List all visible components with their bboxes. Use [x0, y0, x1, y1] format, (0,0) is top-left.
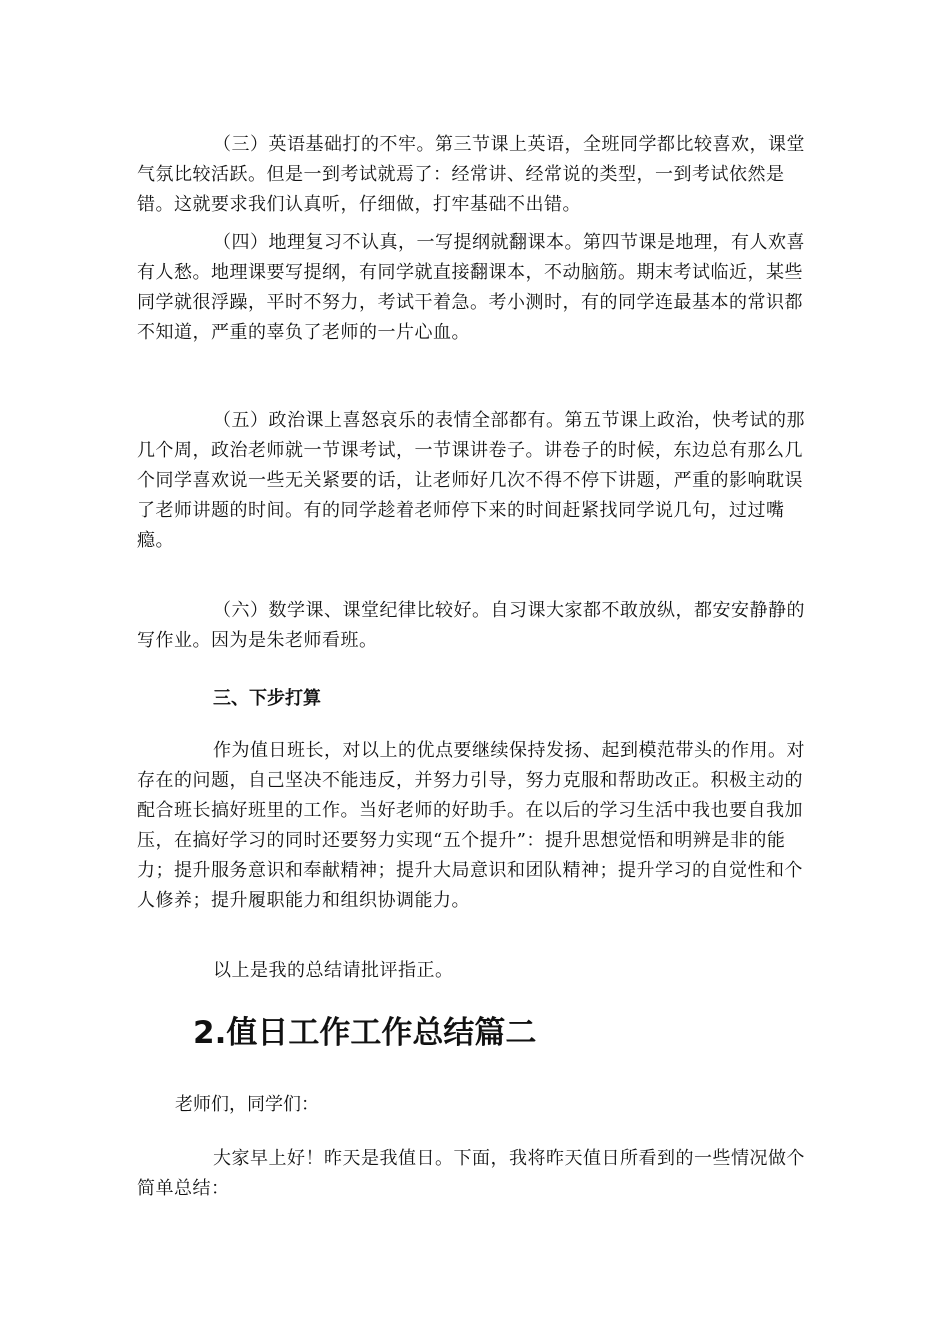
paragraph-plan: 作为值日班长，对以上的优点要继续保持发扬、起到模范带头的作用。对存在的问题，自己坚决不能违反，并努力引导，努力克服和帮助改正。积极主动的配合班长搞好班里的工作。当好老师的好助手。在以后的学习生活中我也要自我加压，在搞好学习的同时还要努力实现“五个提升”：提升思想觉悟和明辨是非的能力；提升服务意识和奉献精神；提升大局意识和团队精神；提升学习的自觉性和个人修养；提升履职能力和组织协调能力。	[137, 740, 805, 911]
section-heading-next-steps: 三、下步打算	[213, 688, 321, 709]
paragraph-geography: （四）地理复习不认真，一写提纲就翻课本。第四节课是地理，有人欢喜有人愁。地理课要写提纲，有同学就直接翻课本，不动脑筋。期末考试临近，某些同学就很浮躁，平时不努力，考试干着急。考小测时，有的同学连最基本的常识都不知道，严重的辜负了老师的一片心血。	[137, 232, 805, 343]
greeting: 老师们，同学们：	[175, 1094, 319, 1115]
article-title: 2.值日工作工作总结篇二	[193, 1015, 537, 1051]
paragraph-english: （三）英语基础打的不牢。第三节课上英语，全班同学都比较喜欢，课堂气氛比较活跃。但是一到考试就焉了：经常讲、经常说的类型，一到考试依然是错。这就要求我们认真听，仔细做，打牢基础不出错。	[137, 134, 805, 215]
paragraph-politics: （五）政治课上喜怒哀乐的表情全部都有。第五节课上政治，快考试的那几个周，政治老师就一节课考试，一节课讲卷子。讲卷子的时候，东边总有那么几个同学喜欢说一些无关紧要的话，让老师好几次不得不停下讲题，严重的影响耽误了老师讲题的时间。有的同学趁着老师停下来的时间赶紧找同学说几句，过过嘴瘾。	[137, 410, 805, 551]
paragraph-intro: 大家早上好！昨天是我值日。下面，我将昨天值日所看到的一些情况做个简单总结：	[137, 1148, 805, 1199]
paragraph-closing: 以上是我的总结请批评指正。	[213, 960, 454, 981]
paragraph-math: （六）数学课、课堂纪律比较好。自习课大家都不敢放纵，都安安静静的写作业。因为是朱老师看班。	[137, 600, 805, 651]
